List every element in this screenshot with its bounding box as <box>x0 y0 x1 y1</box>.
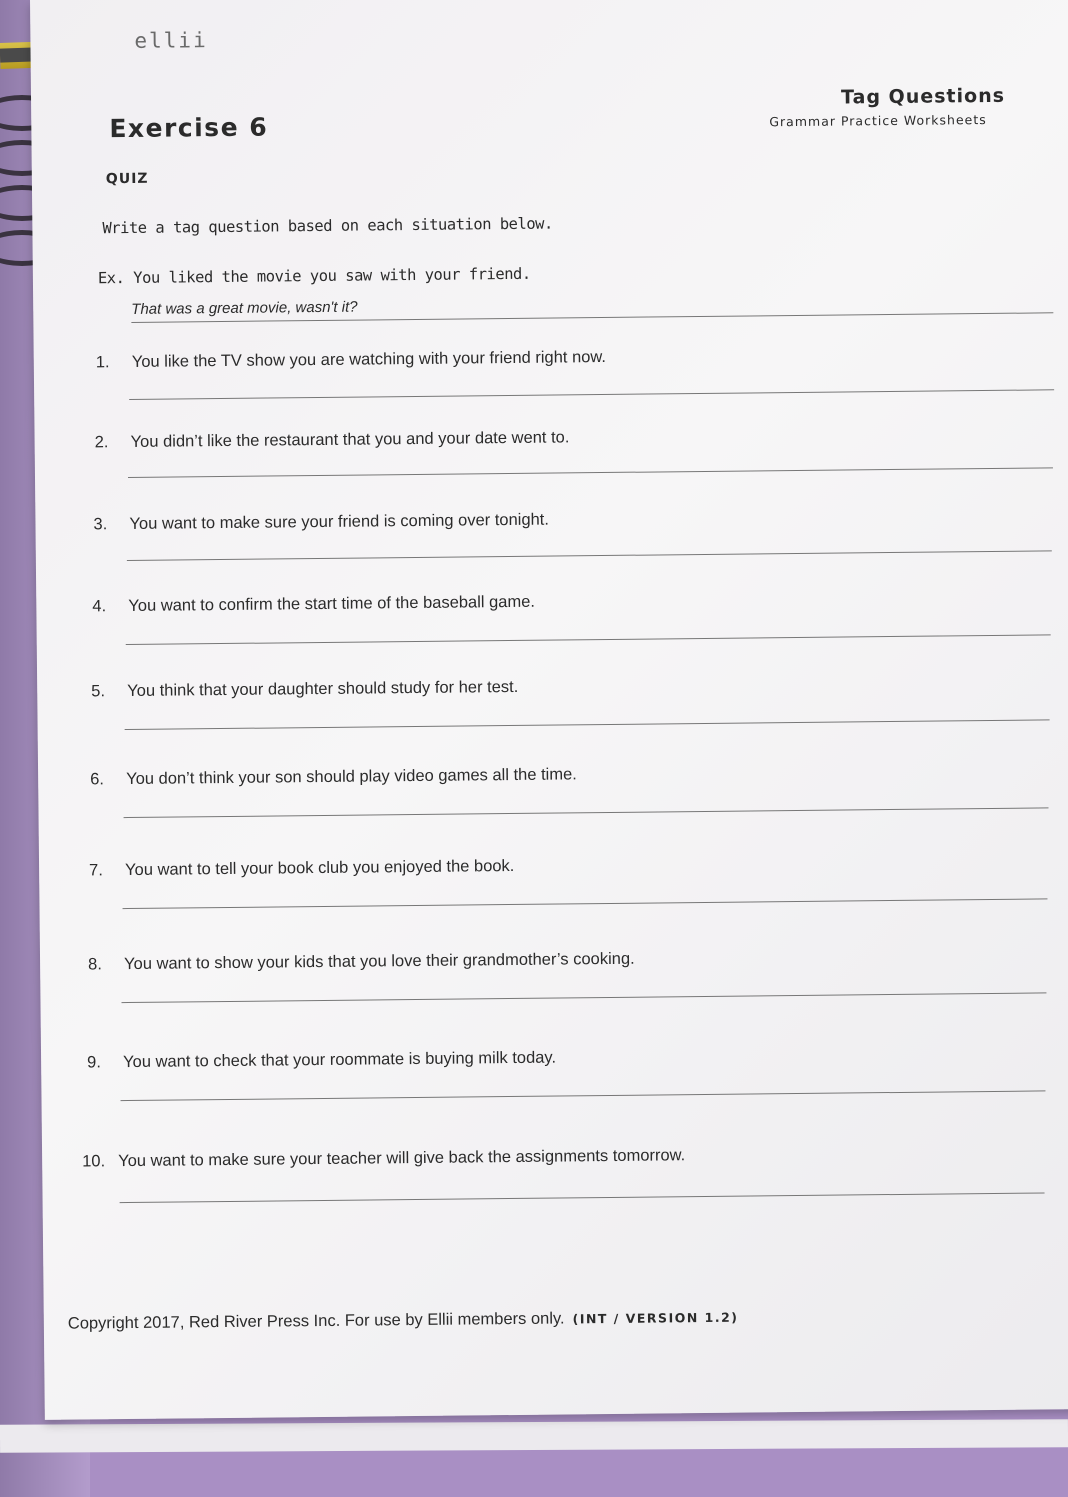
answer-line-7[interactable] <box>123 898 1048 909</box>
copyright-footer <box>68 1308 739 1334</box>
instructions: Write a tag question based on each situation below. <box>102 214 553 238</box>
copyright-text: Copyright 2017, Red River Press Inc. For use by Ellii members only. <box>67 1309 565 1333</box>
question-number: 2. <box>94 433 109 452</box>
answer-line-4[interactable] <box>126 634 1051 645</box>
question-text: You didn’t like the restaurant that you and your date went to. <box>130 428 570 451</box>
question-10 <box>82 1146 685 1171</box>
question-text: You like the TV show you are watching with your friend right now. <box>131 347 607 371</box>
question-2 <box>95 428 570 452</box>
answer-line-10[interactable] <box>120 1192 1045 1203</box>
question-number: 9. <box>87 1053 101 1072</box>
question-number: 10. <box>82 1152 106 1171</box>
answer-line-5[interactable] <box>125 719 1050 730</box>
exercise-title: Exercise 6 <box>109 112 269 144</box>
question-number: 8. <box>88 955 102 974</box>
question-6 <box>90 765 577 789</box>
question-4 <box>92 593 535 617</box>
paper-edge-strip <box>0 1419 1068 1453</box>
answer-line-3[interactable] <box>127 550 1052 561</box>
question-number: 6. <box>90 770 105 789</box>
question-number: 5. <box>91 682 106 701</box>
question-text: You want to check that your roommate is buying milk today. <box>123 1048 557 1072</box>
answer-line-1[interactable] <box>129 389 1054 400</box>
answer-line-8[interactable] <box>121 992 1046 1003</box>
question-text: You want to show your kids that you love their grandmother’s cooking. <box>124 949 635 974</box>
question-number: 3. <box>93 515 108 534</box>
question-7 <box>89 857 514 880</box>
worksheet-page <box>30 0 1068 1420</box>
example-answer: That was a great movie, wasn't it? <box>131 298 358 318</box>
question-3 <box>93 511 549 535</box>
question-text: You want to tell your book club you enjoyed the book. <box>125 856 515 880</box>
question-number: 7. <box>89 861 103 880</box>
question-5 <box>91 678 518 701</box>
version-label: (INT / VERSION 1.2) <box>572 1309 739 1327</box>
question-text: You want to make sure your teacher will give back the assignments tomorrow. <box>118 1146 686 1171</box>
question-text: You don’t think your son should play video games all the time. <box>126 765 577 789</box>
brand-logo: ellii <box>134 28 208 53</box>
answer-line-6[interactable] <box>124 807 1049 818</box>
question-text: You want to confirm the start time of the baseball game. <box>128 592 536 616</box>
worksheet-title: Tag Questions <box>840 84 1006 109</box>
question-number: 1. <box>95 353 110 372</box>
question-9 <box>87 1049 556 1073</box>
example-situation: Ex. You liked the movie you saw with your friend. <box>97 264 531 288</box>
worksheet-subtitle: Grammar Practice Worksheets <box>769 111 987 130</box>
question-text: You think that your daughter should study for her test. <box>127 677 519 701</box>
question-1 <box>96 348 606 372</box>
section-label: QUIZ <box>105 170 149 188</box>
answer-line-2[interactable] <box>128 467 1053 478</box>
question-8 <box>88 950 635 975</box>
question-text: You want to make sure your friend is coming over tonight. <box>129 510 550 533</box>
answer-line-9[interactable] <box>121 1090 1046 1101</box>
question-number: 4. <box>92 597 107 616</box>
